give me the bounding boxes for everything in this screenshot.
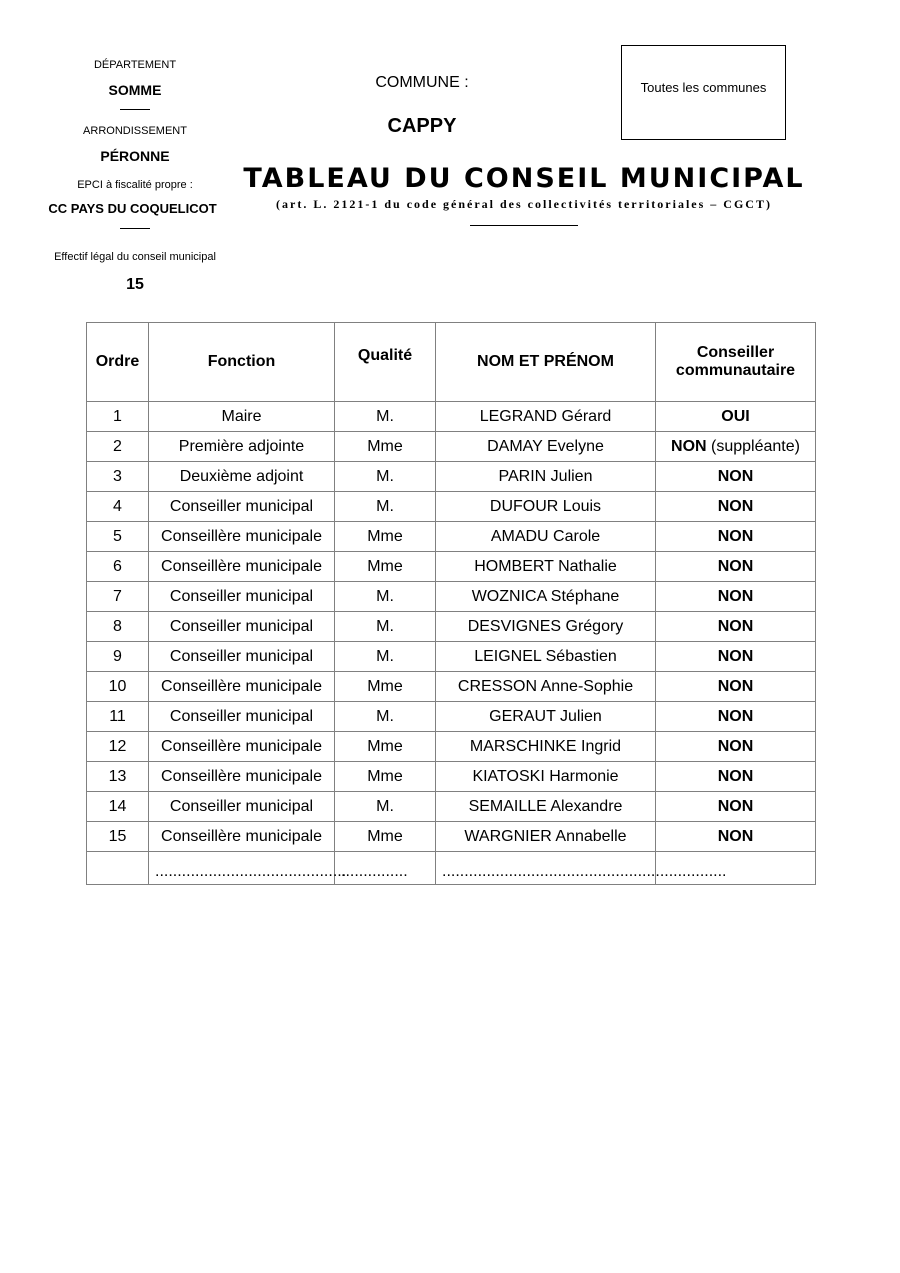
cell-ordre: 4 [87,492,149,522]
cc-value: NON [717,527,754,545]
col-header-conseiller-line1: Conseiller [696,344,775,361]
cell-conseiller-communautaire [656,462,816,492]
cell-ordre: 9 [87,642,149,672]
cell-conseiller-communautaire [656,402,816,432]
cell-conseiller-communautaire [656,822,816,852]
table-row [87,642,816,672]
cell-fonction: Première adjointe [149,432,335,462]
cell-conseiller-communautaire [656,792,816,822]
cell-qualite: Mme [335,822,436,852]
cell-nom: SEMAILLE Alexandre [436,792,656,822]
cell-qualite: Mme [335,522,436,552]
table-row [87,462,816,492]
cell-fonction: Conseillère municipale [149,822,335,852]
cell-ordre: 14 [87,792,149,822]
cell-nom: KIATOSKI Harmonie [436,762,656,792]
cell-nom: HOMBERT Nathalie [436,552,656,582]
cell-qualite: M. [335,582,436,612]
cell-fonction: Conseiller municipal [149,642,335,672]
effectif-label: Effectif légal du conseil municipal [54,251,216,263]
cell-qualite-dots: ............... [335,852,436,885]
cell-conseiller-communautaire [656,432,816,462]
commune-label: COMMUNE : [375,74,469,91]
effectif-value: 15 [126,276,144,293]
cell-fonction: Conseillère municipale [149,672,335,702]
epci-label: EPCI à fiscalité propre : [77,179,193,191]
page-title: TABLEAU DU CONSEIL MUNICIPAL [243,163,805,194]
table-row [87,612,816,642]
cc-value: NON [717,677,754,695]
cell-qualite: M. [335,612,436,642]
cell-fonction: Conseiller municipal [149,612,335,642]
cc-value: NON [671,437,707,455]
cell-nom: LEGRAND Gérard [436,402,656,432]
table-row [87,822,816,852]
cell-ordre: 1 [87,402,149,432]
cell-fonction: Conseiller municipal [149,702,335,732]
cc-note: (suppléante) [706,437,800,455]
cc-value: NON [717,617,754,635]
table-row [87,582,816,612]
cell-ordre: 8 [87,612,149,642]
departement-label: DÉPARTEMENT [93,59,177,71]
cell-ordre: 3 [87,462,149,492]
cell-conseiller-communautaire [656,762,816,792]
table-header-row [87,323,816,402]
table-row [87,522,816,552]
table-row [87,762,816,792]
arrondissement-value: PÉRONNE [100,148,170,164]
col-header-qualite: Qualité [335,323,436,402]
cell-nom-dots: ................................................................ [436,852,656,885]
cell-fonction-dots: ........................................... [149,852,335,885]
cell-nom: LEIGNEL Sébastien [436,642,656,672]
table-row [87,672,816,702]
cell-ordre: 6 [87,552,149,582]
cc-value: NON [717,737,754,755]
cell-qualite: M. [335,642,436,672]
cell-ordre: 12 [87,732,149,762]
cc-value: NON [717,467,754,485]
cell-ordre: 7 [87,582,149,612]
cell-qualite: Mme [335,672,436,702]
cell-conseiller-communautaire [656,582,816,612]
cell-conseiller-communautaire [656,732,816,762]
table-row [87,432,816,462]
table-row [87,492,816,522]
cell-conseiller-communautaire [656,612,816,642]
commune-value: CAPPY [387,115,457,137]
cell-ordre: 10 [87,672,149,702]
cell-qualite: Mme [335,762,436,792]
cc-value: NON [717,827,754,845]
cell-nom: AMADU Carole [436,522,656,552]
cell-nom: CRESSON Anne-Sophie [436,672,656,702]
cell-fonction: Conseiller municipal [149,792,335,822]
cell-fonction: Conseiller municipal [149,582,335,612]
scope-box-text: Toutes les communes [640,80,767,95]
cell-conseiller-communautaire [656,672,816,702]
table-row [87,402,816,432]
cc-value: NON [717,647,754,665]
cc-value: OUI [721,407,750,425]
cc-value: NON [717,707,754,725]
cell-ordre: 15 [87,822,149,852]
cell-qualite: M. [335,702,436,732]
cell-nom: DESVIGNES Grégory [436,612,656,642]
col-header-conseiller [656,323,816,402]
cell-nom: DUFOUR Louis [436,492,656,522]
cell-ordre: 11 [87,702,149,732]
table-row [87,702,816,732]
council-table [86,322,816,885]
table-row [87,732,816,762]
cell-fonction: Maire [149,402,335,432]
cell-conseiller-communautaire [656,522,816,552]
cell-nom: DAMAY Evelyne [436,432,656,462]
cell-ordre: 5 [87,522,149,552]
divider [120,228,150,229]
cell-qualite: M. [335,402,436,432]
cc-value: NON [717,587,754,605]
cell-nom: MARSCHINKE Ingrid [436,732,656,762]
cell-fonction: Conseiller municipal [149,492,335,522]
cell-nom: PARIN Julien [436,462,656,492]
cell-conseiller-communautaire [656,552,816,582]
col-header-conseiller-line2: communautaire [675,362,796,379]
cell-conseiller-communautaire [656,492,816,522]
cell-nom: GERAUT Julien [436,702,656,732]
cell-qualite: M. [335,462,436,492]
table-body [87,402,816,885]
col-header-nom: NOM ET PRÉNOM [436,323,656,402]
cell-nom: WOZNICA Stéphane [436,582,656,612]
cell-qualite: Mme [335,732,436,762]
cell-qualite: Mme [335,552,436,582]
cc-value: NON [717,797,754,815]
table-row [87,792,816,822]
cell-nom: WARGNIER Annabelle [436,822,656,852]
cell-ordre [87,852,149,885]
blank-table-row [87,852,816,885]
cell-qualite: Mme [335,432,436,462]
col-header-fonction: Fonction [149,323,335,402]
divider [120,109,150,110]
cell-ordre: 13 [87,762,149,792]
cc-value: NON [717,767,754,785]
cc-value: NON [717,557,754,575]
departement-value: SOMME [108,82,162,98]
table-row [87,552,816,582]
cc-value: NON [717,497,754,515]
page-subtitle: (art. L. 2121-1 du code général des collectivités territoriales – CGCT) [276,197,772,211]
cell-fonction: Conseillère municipale [149,762,335,792]
cell-qualite: M. [335,492,436,522]
cell-fonction: Conseillère municipale [149,522,335,552]
cell-fonction: Conseillère municipale [149,552,335,582]
cell-conseiller-communautaire [656,642,816,672]
cell-fonction: Conseillère municipale [149,732,335,762]
title-underline [470,225,578,226]
col-header-ordre: Ordre [87,323,149,402]
cell-fonction: Deuxième adjoint [149,462,335,492]
arrondissement-label: ARRONDISSEMENT [83,125,187,137]
cell-qualite: M. [335,792,436,822]
scope-box [621,45,786,140]
cell-conseiller-communautaire [656,702,816,732]
cell-ordre: 2 [87,432,149,462]
epci-value: CC PAYS DU COQUELICOT [48,201,217,216]
